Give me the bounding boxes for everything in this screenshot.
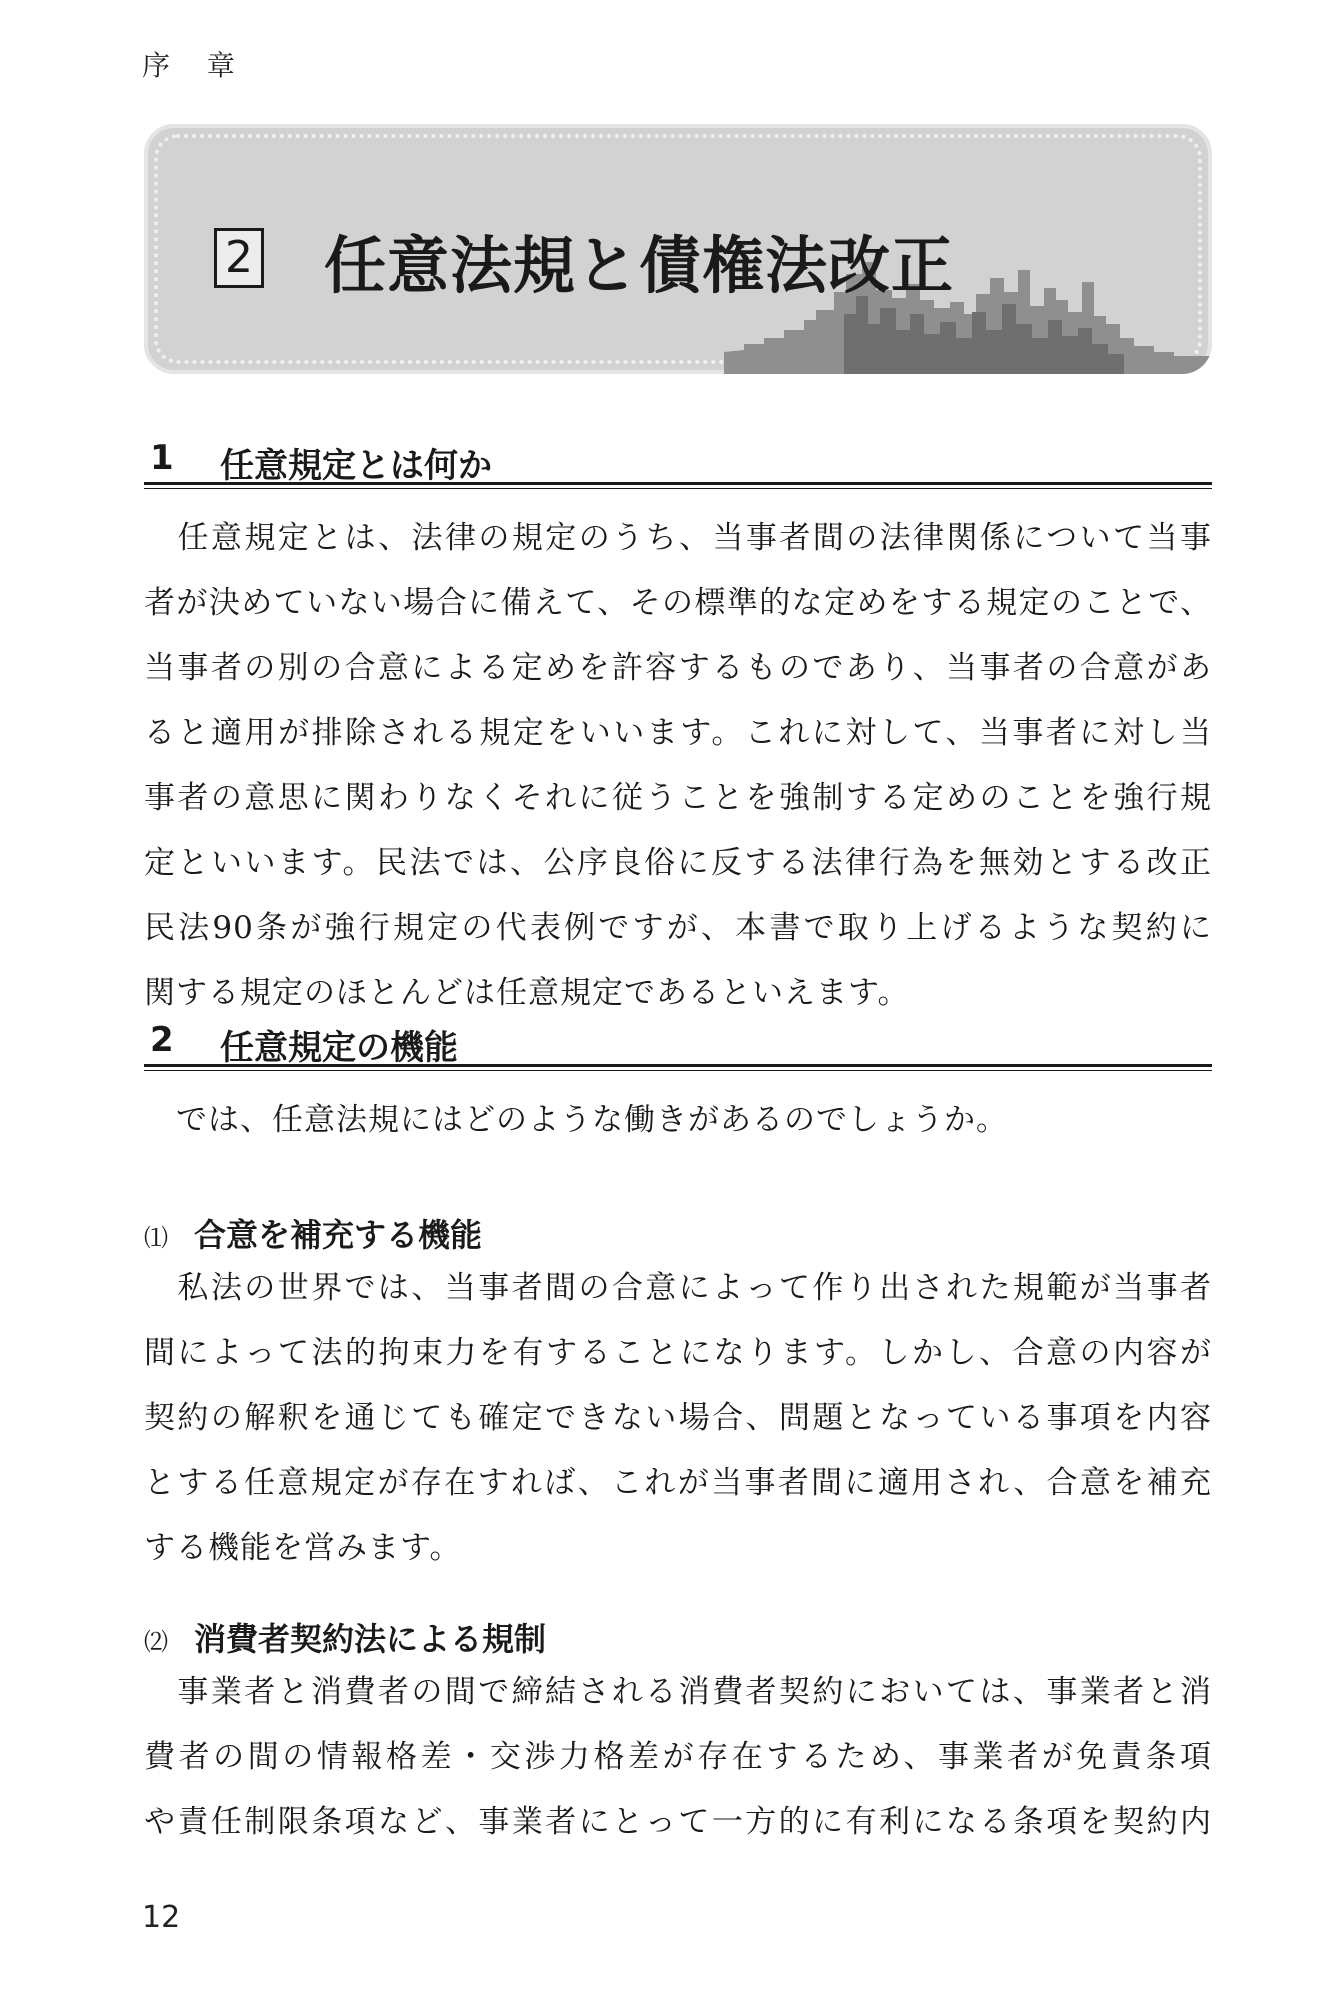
text-line: 者が決めていない場合に備えて、その標準的な定めをする規定のことで、 xyxy=(144,585,1212,621)
heading-rule xyxy=(144,1064,1212,1067)
banner-title: 任意法規と債権法改正 xyxy=(324,229,955,302)
sub-heading-1 xyxy=(144,1210,1212,1256)
heading-rule-thin xyxy=(144,1070,1212,1071)
text-line: 間によって法的拘束力を有することになります。しかし、合意の内容が xyxy=(144,1335,1212,1371)
heading-rule-thin xyxy=(144,488,1212,489)
text-line: 任意規定とは、法律の規定のうち、当事者間の法律関係について当事 xyxy=(144,520,1212,556)
sub2-body xyxy=(144,1660,1212,1855)
section-number: 2 xyxy=(150,1020,174,1060)
text-line: 民法90条が強行規定の代表例ですが、本書で取り上げるような契約に xyxy=(144,910,1212,946)
chapter-banner xyxy=(144,124,1212,374)
section-title: 任意規定とは何か xyxy=(220,446,492,486)
section-title: 任意規定の機能 xyxy=(220,1028,458,1068)
running-head: 序 章 xyxy=(142,49,249,82)
sub-heading-title: 消費者契約法による規制 xyxy=(194,1620,547,1658)
text-line: 事者の意思に関わりなくそれに従うことを強制する定めのことを強行規 xyxy=(144,780,1212,816)
section2-intro xyxy=(144,1088,1212,1153)
text-line: 当事者の別の合意による定めを許容するものであり、当事者の合意があ xyxy=(144,650,1212,686)
section-heading-1 xyxy=(144,430,1212,486)
text-line: ると適用が排除される規定をいいます。これに対して、当事者に対し当 xyxy=(144,715,1212,751)
text-line: 契約の解釈を通じても確定できない場合、問題となっている事項を内容 xyxy=(144,1400,1212,1436)
text-line: では、任意法規にはどのような働きがあるのでしょうか。 xyxy=(144,1102,1008,1138)
section1-body xyxy=(144,506,1212,1026)
sub1-body xyxy=(144,1256,1212,1581)
text-line: や責任制限条項など、事業者にとって一方的に有利になる条項を契約内 xyxy=(144,1804,1212,1840)
text-line: する機能を営みます。 xyxy=(144,1530,462,1566)
section-number: 1 xyxy=(150,438,174,478)
page-number: 12 xyxy=(142,1900,181,1935)
sub-heading-title: 合意を補充する機能 xyxy=(194,1216,483,1254)
text-line: 関する規定のほとんどは任意規定であるといえます。 xyxy=(144,975,910,1011)
banner-section-number: 2 xyxy=(214,228,264,288)
sub-heading-number: ⑴ xyxy=(144,1224,168,1252)
text-line: 事業者と消費者の間で締結される消費者契約においては、事業者と消 xyxy=(144,1674,1212,1710)
text-line: 私法の世界では、当事者間の合意によって作り出された規範が当事者 xyxy=(144,1270,1212,1306)
sub-heading-2 xyxy=(144,1614,1212,1660)
text-line: 定といいます。民法では、公序良俗に反する法律行為を無効とする改正 xyxy=(144,845,1212,881)
text-line: 費者の間の情報格差・交渉力格差が存在するため、事業者が免責条項 xyxy=(144,1739,1212,1775)
heading-rule xyxy=(144,482,1212,485)
text-line: とする任意規定が存在すれば、これが当事者間に適用され、合意を補充 xyxy=(144,1465,1212,1501)
sub-heading-number: ⑵ xyxy=(144,1628,168,1656)
section-heading-2 xyxy=(144,1012,1212,1068)
